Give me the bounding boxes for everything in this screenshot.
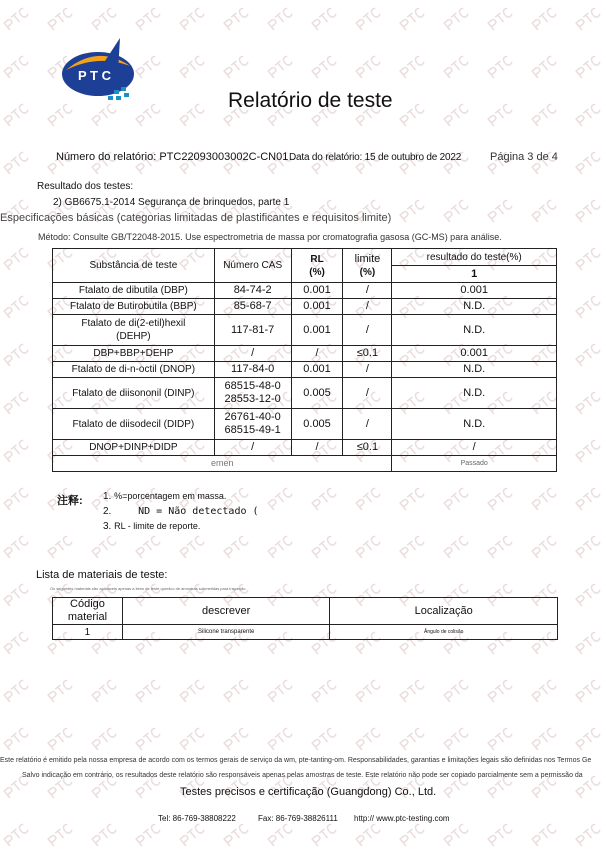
header-limit xyxy=(343,249,392,283)
table-row xyxy=(53,283,557,299)
tel: Tel: 86-769-38808222 xyxy=(158,814,236,823)
substance-abbr: (DEHP) xyxy=(116,331,151,342)
note-text: ND = Não detectado ( xyxy=(138,506,259,517)
cell-limit: / xyxy=(343,315,392,346)
materials-subtitle: Os seguintes materiais são aplicáveis apenas a itens de teste químico de amostras submetidas para inspeção xyxy=(50,586,246,591)
header-description: descrever xyxy=(122,598,330,625)
cell-result: N.D. xyxy=(392,378,557,409)
header-substance: Substância de teste xyxy=(53,249,215,283)
cell-result: 0.001 xyxy=(392,283,557,299)
note-item xyxy=(103,489,259,504)
judgement-row xyxy=(53,456,557,472)
cell-result: N.D. xyxy=(392,299,557,315)
cell-rl: 0.001 xyxy=(291,315,343,346)
cell-result: N.D. xyxy=(392,362,557,378)
substance-name: Ftalato de diisononil (DINP) xyxy=(72,387,195,399)
table-header xyxy=(53,249,557,266)
cas-number: 68515-48-0 xyxy=(224,380,281,392)
material-location: Ângulo de colisão xyxy=(330,625,558,640)
cas-number: 28553-12-0 xyxy=(224,393,281,405)
header-rl xyxy=(291,249,343,283)
cell-substance xyxy=(53,299,215,315)
cell-limit: / xyxy=(343,283,392,299)
rl-unit: (%) xyxy=(309,266,325,278)
cell-limit: / xyxy=(343,378,392,409)
cell-cas xyxy=(214,378,291,409)
cell-result: 0.001 xyxy=(392,346,557,362)
cell-substance xyxy=(53,378,215,409)
materials-heading: Lista de materiais de teste: xyxy=(36,569,168,581)
cell-cas xyxy=(214,346,291,362)
ptc-logo xyxy=(58,32,148,112)
cas-number: 117-84-0 xyxy=(231,363,275,375)
substance-name: Ftalato de dibutila (DBP) xyxy=(78,285,188,296)
header-result: resultado do teste(%) xyxy=(392,249,557,266)
cell-limit: / xyxy=(343,362,392,378)
note-number: 2. xyxy=(103,506,112,517)
cell-substance xyxy=(53,283,215,299)
note-text: RL - limite de reporte. xyxy=(114,521,201,531)
cell-result: N.D. xyxy=(392,315,557,346)
cell-limit: / xyxy=(343,409,392,440)
page-title: Relatório de teste xyxy=(228,89,393,112)
cell-rl: / xyxy=(291,346,343,362)
cell-limit: ≤0.1 xyxy=(343,440,392,456)
substance-name: Ftalato de diisodecil (DIDP) xyxy=(72,418,195,430)
cell-result: N.D. xyxy=(392,409,557,440)
cas-number: 84-74-2 xyxy=(233,284,272,296)
cell-cas xyxy=(214,315,291,346)
table-row xyxy=(53,378,557,409)
cas-number: 117-81-7 xyxy=(231,323,275,336)
report-date: Data do relatório: 15 de outubro de 2022 xyxy=(289,152,462,163)
note-text: %=porcentagem em massa. xyxy=(114,491,227,501)
results-heading: Resultado dos testes: xyxy=(37,181,134,192)
table-row xyxy=(53,315,557,346)
material-code: 1 xyxy=(53,625,123,640)
substance-name: DNOP+DINP+DIDP xyxy=(89,442,178,453)
cell-cas xyxy=(214,440,291,456)
cas-number: / xyxy=(251,441,255,453)
notes-list xyxy=(103,489,259,534)
method: Método: Consulte GB/T22048-2015. Use espectrometria de massa por cromatografia gasosa (GC-MS) para análise. xyxy=(38,232,502,242)
cas-number: / xyxy=(251,347,255,359)
note-item xyxy=(103,504,259,519)
note-number: 3. xyxy=(103,521,112,532)
limit-unit: (%) xyxy=(359,266,376,278)
fax: Fax: 86-769-38826111 xyxy=(258,814,338,823)
company-name: Testes precisos e certificação (Guangdong) Co., Ltd. xyxy=(180,786,437,798)
header-location: Localização xyxy=(330,598,558,625)
materials-table xyxy=(52,597,558,640)
cell-substance xyxy=(53,409,215,440)
website: http:// www.ptc-testing.com xyxy=(354,814,450,823)
cell-substance xyxy=(53,440,215,456)
cell-rl: 0.005 xyxy=(291,409,343,440)
judgement-label: emen xyxy=(53,456,392,472)
cell-cas xyxy=(214,362,291,378)
substance-name: Ftalato de di-n-octil (DNOP) xyxy=(71,364,196,375)
rl-label: RL xyxy=(310,253,324,265)
header-cas: Número CAS xyxy=(214,249,291,283)
note-item xyxy=(103,519,259,534)
cell-rl: 0.005 xyxy=(291,378,343,409)
table-row xyxy=(53,362,557,378)
cell-cas xyxy=(214,299,291,315)
header-code: Código material xyxy=(53,598,123,625)
judgement-value: Passado xyxy=(392,456,557,472)
substance-name: Ftalato de di(2-etil)hexil xyxy=(81,318,186,329)
substance-name: DBP+BBP+DEHP xyxy=(93,348,174,359)
table-row xyxy=(53,440,557,456)
disclaimer-line-2: Salvo indicação em contrário, os resultados deste relatório são responsáveis apenas pelas amostras de teste. Este relatório não pode ser copiado parcialmente sem a permissão da xyxy=(22,772,583,779)
cell-rl: / xyxy=(291,440,343,456)
cas-number: 26761-40-0 xyxy=(224,411,281,423)
standard: 2) GB6675.1-2014 Segurança de brinquedos, parte 1 xyxy=(53,197,290,208)
cell-rl: 0.001 xyxy=(291,299,343,315)
cell-rl: 0.001 xyxy=(291,283,343,299)
cell-limit: / xyxy=(343,299,392,315)
cell-substance xyxy=(53,315,215,346)
svg-text:P T C: P T C xyxy=(78,68,111,83)
cell-limit: ≤0.1 xyxy=(343,346,392,362)
note-number: 1. xyxy=(103,491,112,502)
header-sample-1: 1 xyxy=(392,266,557,283)
results-table xyxy=(52,248,557,472)
cas-number: 85-68-7 xyxy=(233,300,272,312)
disclaimer-line-1: Este relatório é emitido pela nossa empresa de acordo com os termos gerais de serviço da wm, pte-tanting-om. Responsabilidades, garantias e limitações legais são definidas nos Termos Ge xyxy=(0,757,592,764)
materials-header xyxy=(53,598,558,625)
cell-substance xyxy=(53,362,215,378)
cell-rl: 0.001 xyxy=(291,362,343,378)
cell-substance xyxy=(53,346,215,362)
table-row xyxy=(53,346,557,362)
table-row xyxy=(53,625,558,640)
notes-label: 注释: xyxy=(57,495,83,507)
table-row xyxy=(53,299,557,315)
page-number: Página 3 de 4 xyxy=(490,151,558,163)
substance-name: Ftalato de Butirobutila (BBP) xyxy=(70,301,197,312)
table-row xyxy=(53,409,557,440)
cas-number: 68515-49-1 xyxy=(224,424,281,436)
cell-cas xyxy=(214,409,291,440)
cell-result: / xyxy=(392,440,557,456)
material-description: Silicone transparente xyxy=(122,625,330,640)
specification: Especificações básicas (categorias limitadas de plastificantes e requisitos limite) xyxy=(0,212,392,224)
limit-label: limite xyxy=(354,252,381,265)
report-number: Número do relatório: PTC22093003002C-CN01 xyxy=(56,151,289,163)
cell-cas xyxy=(214,283,291,299)
